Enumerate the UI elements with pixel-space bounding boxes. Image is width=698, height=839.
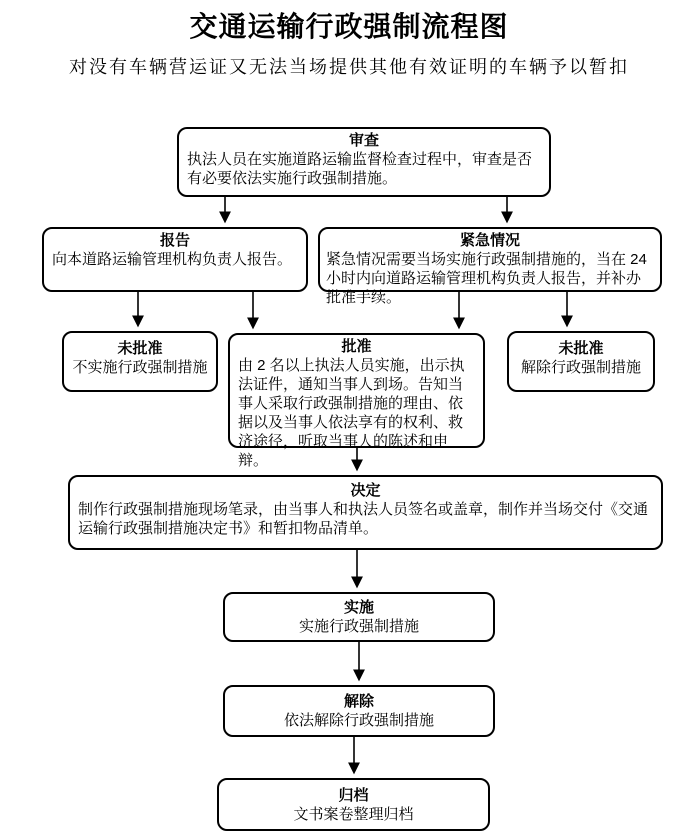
node-title: 解除 (343, 693, 374, 710)
node-body: 紧急情况需要当场实施行政强制措施的，当在 24 小时内向道路运输管理机构负责人报告，并补办批准手续。 (326, 251, 647, 306)
node-title: 紧急情况 (459, 232, 520, 249)
node-jinji (318, 227, 662, 306)
node-body: 解除行政强制措施 (520, 359, 641, 376)
node-body: 文书案卷整理归档 (293, 806, 414, 823)
node-body: 由 2 名以上执法人员实施，出示执法证件，通知当事人到场。告知当事人采取行政强制措施的理由、依据以及当事人依法享有的权利、救济途径，听取当事人的陈述和申辩。 (238, 357, 465, 469)
node-body: 实施行政强制措施 (298, 618, 419, 635)
node-pizhun (228, 333, 485, 469)
node-title: 未批准 (558, 340, 604, 357)
node-body: 制作行政强制措施现场笔录，由当事人和执法人员签名或盖章，制作并当场交付《交通运输行政强制措施决定书》和暂扣物品清单。 (78, 501, 649, 537)
node-baogao (42, 227, 308, 292)
node-guidang (217, 778, 490, 831)
node-title: 归档 (338, 787, 369, 804)
page-subtitle: 对没有车辆营运证又无法当场提供其他有效证明的车辆予以暂扣 (69, 57, 629, 77)
node-weipizhun-right (507, 331, 655, 392)
node-title: 批准 (341, 338, 372, 355)
node-shishi (223, 592, 495, 642)
node-body: 不实施行政强制措施 (72, 359, 208, 376)
node-title: 实施 (343, 599, 374, 616)
node-weipizhun-left (62, 331, 218, 392)
node-body: 向本道路运输管理机构负责人报告。 (52, 251, 293, 268)
page-title: 交通运输行政强制流程图 (189, 12, 509, 43)
node-body: 执法人员在实施道路运输监督检查过程中，审查是否有必要依法实施行政强制措施。 (187, 151, 533, 187)
node-title: 决定 (350, 482, 381, 499)
node-body: 依法解除行政强制措施 (283, 712, 434, 729)
node-title: 未批准 (117, 340, 163, 357)
node-title: 报告 (159, 232, 190, 249)
node-jiechu (223, 685, 495, 737)
node-title: 审查 (348, 132, 379, 149)
node-jueding (68, 475, 663, 550)
node-shencha (177, 127, 551, 197)
